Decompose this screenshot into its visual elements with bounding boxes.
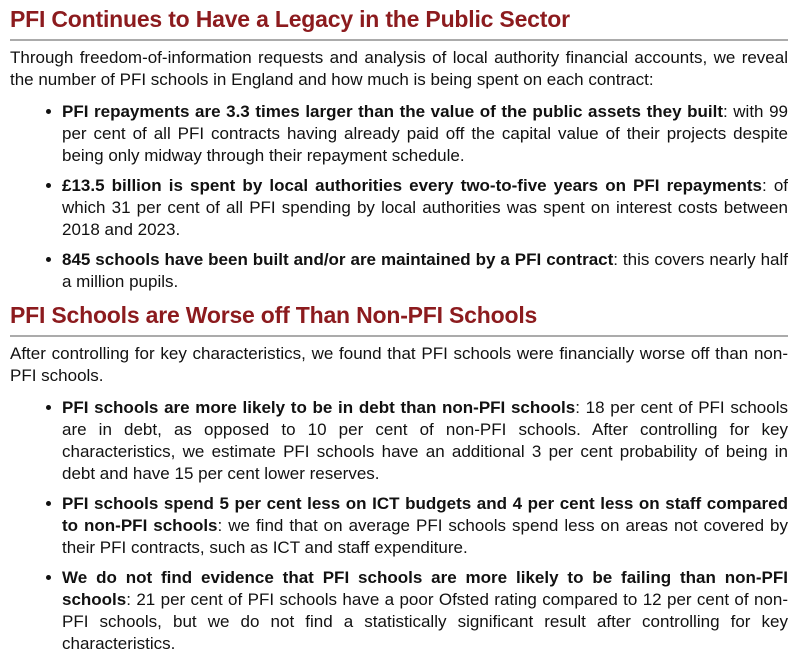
bullet-text: : we find that on average PFI schools spend less on areas not covered by their PFI contracts, such as ICT and staff expenditure.: [62, 516, 788, 557]
bullet-item: [62, 397, 788, 485]
bullet-icon: [46, 405, 51, 410]
bullet-item: [62, 567, 788, 655]
bullet-icon: [46, 183, 51, 188]
bullet-item: [62, 101, 788, 167]
bullet-text: : of which 31 per cent of all PFI spending by local authorities was spent on interest costs between 2018 and 2023.: [62, 176, 788, 239]
bullet-lead: PFI repayments are 3.3 times larger than the value of the public assets they built: [62, 102, 723, 121]
bullet-list-legacy: [10, 101, 788, 293]
bullet-text: : 18 per cent of PFI schools are in debt, as opposed to 10 per cent of non-PFI schools. After controlling for key characteristics, we estimate PFI schools have an additional 3 per cent probability of being in debt and have 15 per cent lower reserves.: [62, 398, 788, 483]
bullet-text: : with 99 per cent of all PFI contracts having already paid off the capital value of their projects despite being only midway through their repayment schedule.: [62, 102, 788, 165]
bullet-lead: £13.5 billion is spent by local authorities every two-to-five years on PFI repayments: [62, 176, 763, 195]
bullet-lead: We do not find evidence that PFI schools are more likely to be failing than non-PFI schools: [62, 568, 788, 609]
section-intro: After controlling for key characteristics, we found that PFI schools were financially worse off than non-PFI schools.: [10, 344, 788, 385]
section-heading-legacy: PFI Continues to Have a Legacy in the Public Sector: [10, 6, 570, 32]
bullet-text: : 21 per cent of PFI schools have a poor Ofsted rating compared to 12 per cent of non-PFI schools, but we do not find a statistically significant result after controlling for key characteristics.: [62, 590, 788, 653]
bullet-lead: 845 schools have been built and/or are maintained by a PFI contract: [62, 250, 614, 269]
bullet-icon: [46, 575, 51, 580]
bullet-item: [62, 493, 788, 559]
section-intro: Through freedom-of-information requests and analysis of local authority financial accounts, we reveal the number of PFI schools in England and how much is being spent on each contract:: [10, 48, 788, 89]
bullet-icon: [46, 501, 51, 506]
heading-rule: [10, 39, 788, 41]
bullet-item: [62, 175, 788, 241]
bullet-lead: PFI schools are more likely to be in debt than non-PFI schools: [62, 398, 576, 417]
bullet-item: [62, 249, 788, 293]
bullet-list-worse-off: [10, 397, 788, 655]
section-heading-worse-off: PFI Schools are Worse off Than Non-PFI Schools: [10, 302, 538, 328]
bullet-text: : this covers nearly half a million pupils.: [62, 250, 788, 291]
heading-rule: [10, 335, 788, 337]
bullet-icon: [46, 109, 51, 114]
bullet-lead: PFI schools spend 5 per cent less on ICT budgets and 4 per cent less on staff compared to non-PFI schools: [62, 494, 788, 535]
bullet-icon: [46, 257, 51, 262]
